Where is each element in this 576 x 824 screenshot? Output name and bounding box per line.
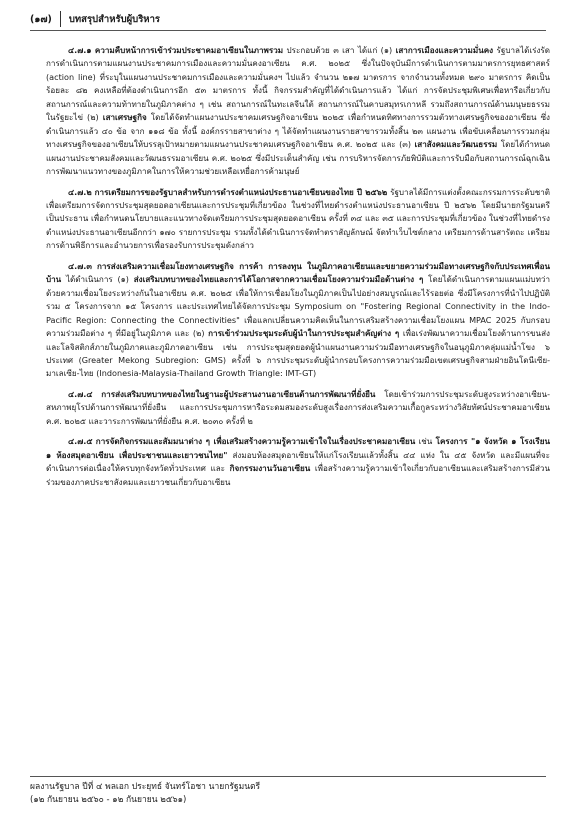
section-title: การส่งเสริมความเชื่อมโยงทางเศรษฐกิจ การค้า การลงทุน ในภูมิภาคอาเซียนและขยายความร่วมมือทางเศรษฐกิจกับประเทศเพื่อนบ้าน — [46, 260, 550, 285]
section-text: เพื่อสร้างความรู้ความเข้าใจเกี่ยวกับอาเซียนและเสริมสร้างการมีส่วนร่วมของภาคประชาสังคมและเยาวชนเกี่ยวกับอาเซียน — [46, 463, 550, 487]
section-number: ๔.๗.๓ — [68, 260, 92, 271]
section-text: ได้ดำเนินการ (๑) — [65, 274, 129, 285]
section-4-7-5 — [46, 435, 550, 489]
page-header — [30, 8, 546, 30]
header-rule — [30, 30, 546, 31]
section-4-7-4 — [46, 388, 550, 428]
section-subheading: เสาเศรษฐกิจ — [102, 112, 147, 123]
section-4-7-1 — [46, 44, 550, 179]
section-text: รัฐบาลได้เร่งรัดการดำเนินการตามแผนงานประชาคมการเมืองและความมั่นคงอาเซียน ค.ศ. ๒๐๒๕ ซึ่งในปัจจุบันมีการดำเนินการตามมาตรการยุทธศาสตร์ (action line) ที่ระบุในแผนงานประชาคมการเมืองและความมั่นคงฯ ไปแล้ว จำนวน ๒๑๗ มาตรการ จากจำนวนทั้งหมด ๒๙๐ มาตรการ คิดเป็นร้อยละ ๘๒ คงเหลือที่ต้องดำเนินการอีก ๕๓ มาตรการ ทั้งนี้ กิจกรรมสำคัญที่ได้ดำเนินการแล้ว ได้แก่ การจัดประชุมพิเศษเพื่อหารือเกี่ยวกับสถานการณ์และความท้าทายในภูมิภาคต่าง ๆ เช่น สถานการณ์ในทะเลจีนใต้ สถานการณ์ในคาบสมุทรเกาหลี รวมถึงสถานการณ์ด้านมนุษยธรรมในรัฐยะไข่ (๒) — [46, 45, 550, 123]
section-text: ส่งมอบห้องสมุดอาเซียนให้แก่โรงเรียนแล้วทั้งสิ้น ๔๔ แห่ง ใน ๔๕ จังหวัด และมีแผนที่จะดำเนินการต่อเนื่องให้ครบทุกจังหวัดทั่วประเทศ และ — [46, 449, 550, 474]
main-content — [46, 44, 550, 496]
section-number: ๔.๗.๔ — [68, 388, 93, 399]
section-text: รัฐบาลได้มีการแต่งตั้งคณะกรรมการระดับชาติเพื่อเตรียมการจัดการประชุมสุดยอดอาเซียนและการประชุมที่เกี่ยวข้อง ในช่วงที่ไทยดำรงตำแหน่งประธานอาเซียน ปี ๒๕๖๒ โดยมีนายกรัฐมนตรีเป็นประธาน เพื่อกำหนดนโยบายและแนวทางจัดเตรียมการประชุมสุดยอดอาเซียน ครั้งที่ ๓๔ และ ๓๕ และการประชุมที่เกี่ยวข้อง ในช่วงที่ไทยดำรงตำแหน่งประธานอาเซียนอีกกว่า ๑๗๐ รายการประชุม รวมทั้งได้ดำเนินการจัดทำตราสัญลักษณ์ จัดทำเว็บไซต์กลาง เตรียมการด้านสารัตถะ เตรียมการด้านพิธีการและอำนวยการเพื่อรองรับการประชุมดังกล่าว — [46, 186, 551, 251]
section-subheading: โครงการ "๑ จังหวัด ๑ โรงเรียน ๑ ห้องสมุดอาเซียน เพื่อประชาชนและเยาวชนไทย" — [46, 436, 550, 460]
section-text: ประกอบด้วย ๓ เสา ได้แก่ (๑) — [286, 45, 393, 55]
section-title: การส่งเสริมบทบาทของไทยในฐานะผู้ประสานงานอาเซียนด้านการพัฒนาที่ยั่งยืน — [101, 388, 376, 399]
section-text: โดยได้ดำเนินการตามแผนแม่บทว่าด้วยความเชื่อมโยงระหว่างกันในอาเซียน ค.ศ. ๒๐๒๕ เพื่อให้การเชื่อมโยงในภูมิภาคเป็นไปอย่างสมบูรณ์และไร้รอยต่อ ซึ่งมีโครงการที่นำไปปฏิบัติ รวม ๕ โครงการจาก ๑๕ โครงการ และประเทศไทยได้จัดการประชุม Symposium on "Fostering Regional Connectivity in the Indo-Pacific Region: Connecting the Connectivities" เพื่อแลกเปลี่ยนความคิดเห็นในการเสริมสร้างความเชื่อมโยงแผน MPAC 2025 กับกรอบความร่วมมือต่าง ๆ ที่มีอยู่ในภูมิภาค และ (๒) — [46, 274, 550, 339]
footer-rule — [30, 776, 546, 777]
section-text: เช่น — [418, 436, 433, 447]
section-subheading: เสาสังคมและวัฒนธรรม — [414, 139, 498, 150]
section-number: ๔.๗.๒ — [68, 186, 92, 197]
page-footer — [30, 781, 260, 807]
header-title: บทสรุปสำหรับผู้บริหาร — [68, 13, 161, 25]
section-subheading: การเข้าร่วมประชุมระดับผู้นำในการประชุมสำคัญต่าง ๆ — [208, 328, 400, 339]
section-number: ๔.๗.๕ — [68, 436, 93, 447]
section-subheading: ส่งเสริมบทบาทของไทยและการได้โอกาสจากความเชื่อมโยงความร่วมมือด้านต่าง ๆ — [133, 274, 424, 285]
section-title: การเตรียมการของรัฐบาลสำหรับการดำรงตำแหน่งประธานอาเซียนของไทย ปี ๒๕๖๒ — [94, 186, 388, 197]
section-subheading: กิจกรรมงานวันอาเซียน — [229, 463, 311, 474]
page-number: (๑๗) — [30, 13, 52, 25]
footer-line-2: (๑๒ กันยายน ๒๕๖๐ - ๑๒ กันยายน ๒๕๖๑) — [30, 795, 187, 805]
section-number: ๔.๗.๑ — [68, 45, 92, 55]
section-title: การจัดกิจกรรมและสัมมนาต่าง ๆ เพื่อเสริมสร้างความรู้ความเข้าใจในเรื่องประชาคมอาเซียน — [95, 436, 416, 447]
header-divider — [60, 11, 61, 27]
section-text: เพื่อเร่งพัฒนาความเชื่อมโยงด้านการขนส่งและโลจิสติกส์ภายในภูมิภาคและภูมิภาคอาเซียน เช่น การประชุมสุดยอดผู้นำแผนงานความร่วมมือทางเศรษฐกิจในอนุภูมิภาคลุ่มแม่น้ำโขง ๖ ประเทศ (Greater Mekong Subregion: GMS) ครั้งที่ ๖ การประชุมระดับผู้นำกรอบโครงการความร่วมมือเขตเศรษฐกิจสามฝ่ายอินโดนีเซีย-มาเลเซีย-ไทย (Indonesia-Malaysia-Thailand Growth Triangle: IMT-GT) — [46, 328, 550, 379]
section-text: โดยได้จัดทำแผนงานประชาคมเศรษฐกิจอาเซียน ๒๐๒๕ เพื่อกำหนดทิศทางการรวมตัวทางเศรษฐกิจของอาเซียน ซึ่งดำเนินการแล้ว ๔๐ ข้อ จาก ๑๑๘ ข้อ ทั้งนี้ องค์กรรายสาขาต่าง ๆ ได้จัดทำแผนงานรายสาขารวมทั้งสิ้น ๒๓ แผนงาน เพื่อขับเคลื่อนการรวมกลุ่มทางเศรษฐกิจของอาเซียนให้บรรลุเป้าหมายตามแผนงานประชาคมเศรษฐกิจอาเซียน ค.ศ. ๒๐๒๕ และ (๓) — [46, 112, 551, 150]
section-text: โดยเข้าร่วมการประชุมระดับสูงระหว่างอาเซียน-สหภาพยุโรปด้านการพัฒนาที่ยั่งยืน และการประชุมการหารือระดมสมองระดับสูงเรื่องการส่งเสริมความเกื้อกูลระหว่างวิสัยทัศน์ประชาคมอาเซียน ค.ศ. ๒๐๒๕ และวาระการพัฒนาที่ยั่งยืน ค.ศ. ๒๐๓๐ ครั้งที่ ๒ — [46, 388, 551, 426]
section-4-7-3 — [46, 260, 550, 381]
footer-line-1: ผลงานรัฐบาล ปีที่ ๔ พลเอก ประยุทธ์ จันทร์โอชา นายกรัฐมนตรี — [30, 782, 261, 792]
section-title: ความคืบหน้าการเข้าร่วมประชาคมอาเซียนในภาพรวม — [94, 45, 284, 55]
section-text: โดยได้กำหนดแผนงานประชาคมสังคมและวัฒนธรรมอาเซียน ค.ศ. ๒๐๒๕ ซึ่งมีประเด็นสำคัญ เช่น การบริหารจัดการภัยพิบัติและการรับมือกับสถานการณ์ฉุกเฉิน การพัฒนาแนวทางของภูมิภาคในการให้ความช่วยเหลือเหยื่อการค้ามนุษย์ — [46, 139, 551, 177]
section-4-7-2 — [46, 186, 550, 253]
section-subheading: เสาการเมืองและความมั่นคง — [395, 45, 494, 55]
